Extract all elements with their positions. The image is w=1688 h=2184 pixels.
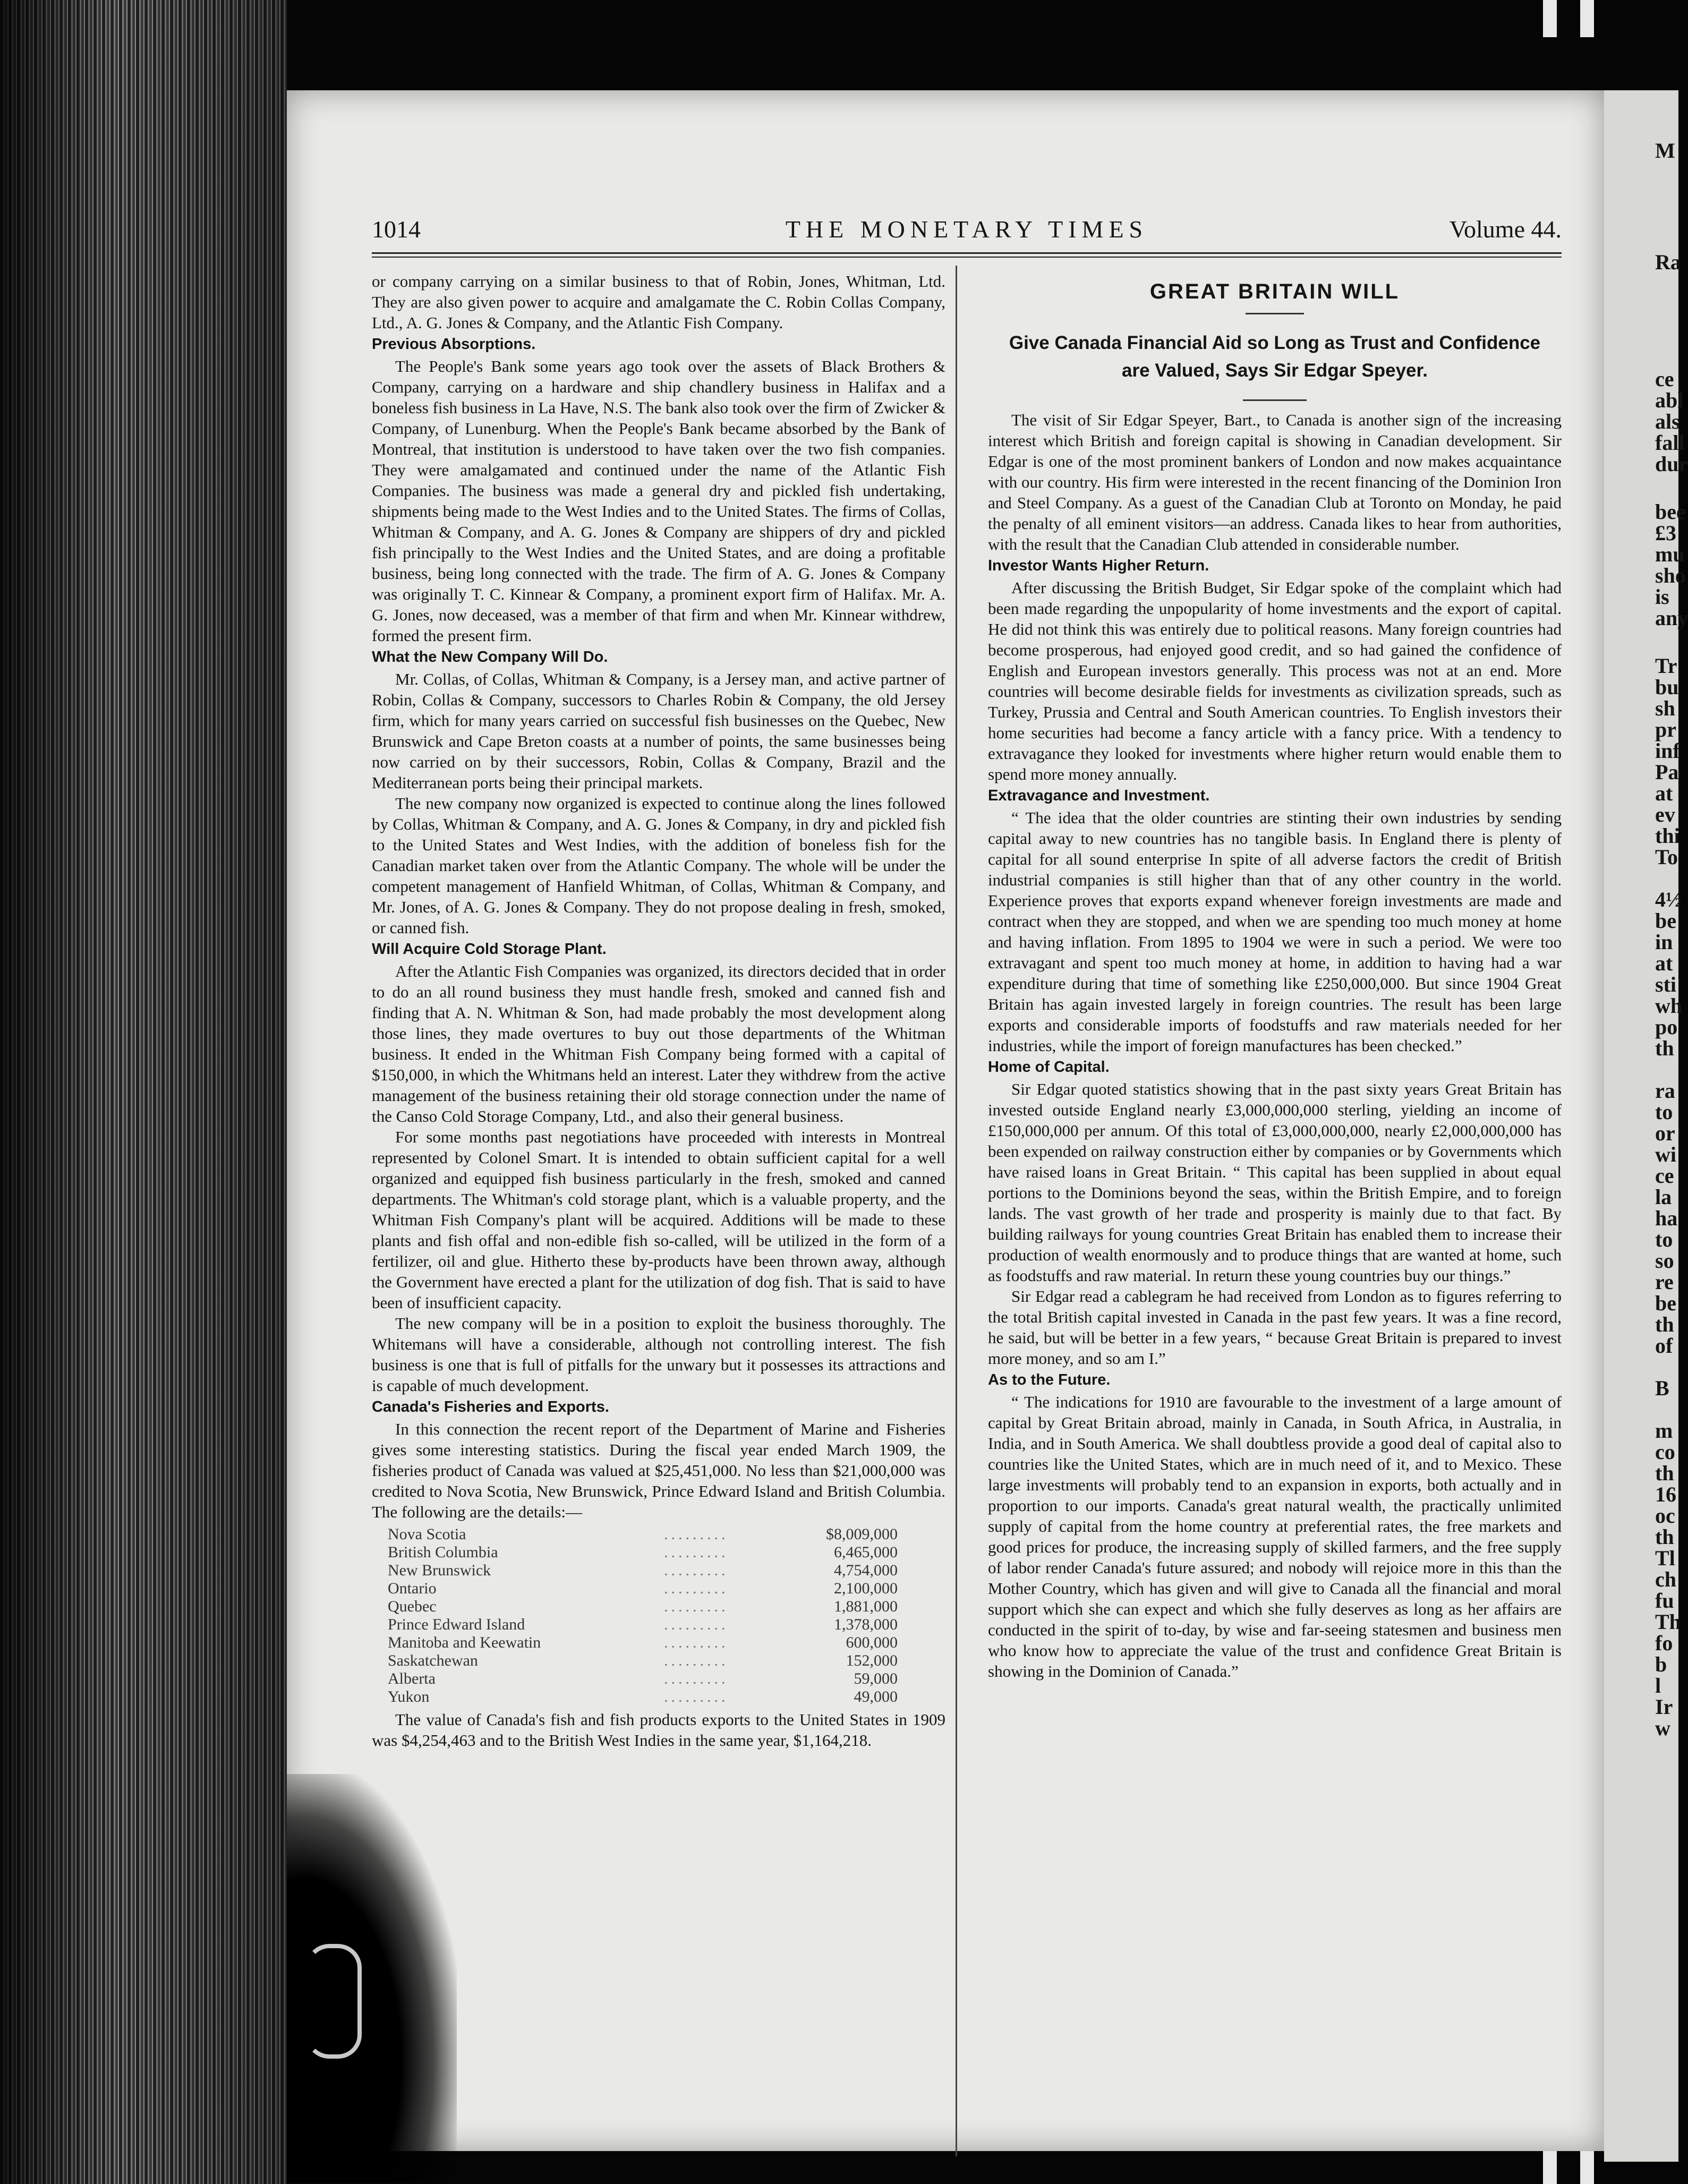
paragraph: For some months past negotiations have proceeded with interests in Montreal represented by Colonel Smart. It is intended to obtain sufficient capital for a well organized and equipped fish business particularly in the fresh, smoked and canned departments. The Whitman's cold storage plant, which is a valuable property, and the Whitman Fish Company's plant will be acquired. Additions will be made to these plants and fish offal and non-edible fish so-called, will be utilized in the form of a fertilizer, oil and glue. Hitherto these by-products have been thrown away, although the Government have erected a plant for the utilization of dog fish. That is said to have been of insufficient capacity. [372,1128,945,1312]
next-page-fragment: th [1655,1525,1674,1549]
next-page-fragment: of [1655,1334,1673,1358]
next-page-fragment: or [1655,1121,1675,1145]
title-rule [1246,313,1304,314]
next-page-fragment: Tr [1655,654,1677,678]
next-page-fragment: £3 [1655,521,1676,545]
next-page-fragment: M [1655,139,1675,163]
next-page-fragment: bu [1655,675,1679,699]
next-page-fragment: any [1655,606,1688,630]
masthead: THE MONETARY TIMES [785,216,1148,243]
subheading: Investor Wants Higher Return. [988,557,1209,574]
next-page-fragment: als [1655,410,1680,433]
leader-dots: ......... [664,1688,729,1705]
page-edge-shading [0,0,287,2184]
next-page-fragment: dur [1655,452,1688,476]
binding-mark [1543,2147,1557,2184]
next-page-fragment: in [1655,930,1673,954]
page-header [372,215,1562,247]
next-page-fragment: is [1655,585,1669,609]
next-page-fragment: at [1655,951,1673,975]
paragraph: After discussing the British Budget, Sir Edgar spoke of the complaint which had been made regarding the unpopularity of home investments and the export of capital. He did not think this was entirely due to political reasons. Many foreign countries had become prosperous, had enjoyed good credit, and so had gained the confidence of English and European investors generally. This process was not at an end. More countries will become desirable fields for investments as civilization spreads, such as Turkey, Prussia and Central and South American countries. To English investors their home securities had become a fancy article with a fancy price. With a tendency to extravagance they looked for investments where higher return would enable them to spend more money annually. [988,578,1562,783]
table-row [388,1543,898,1562]
next-page-fragment: Ir [1655,1695,1673,1719]
province-cell: Alberta [388,1670,436,1687]
volume-label: Volume 44. [1449,216,1562,243]
paragraph: or company carrying on a similar business to that of Robin, Jones, Whitman, Ltd. They are also given power to acquire and amalgamate the C. Robin Collas Company, Ltd., A. G. Jones & Company, and the Atlantic Fish Company. [372,272,945,332]
province-cell: Quebec [388,1598,437,1615]
leader-dots: ......... [664,1670,729,1687]
leader-dots: ......... [664,1580,729,1597]
table-row [388,1598,898,1616]
subheading: What the New Company Will Do. [372,649,608,666]
next-page-fragment: to [1655,1100,1673,1124]
next-page-fragment: fo [1655,1631,1673,1655]
next-page-fragment: be [1655,1291,1676,1315]
next-page-fragment: at [1655,781,1673,805]
next-page-fragment: thi [1655,824,1680,848]
next-page-fragment: B [1655,1376,1669,1400]
next-page-fragment: fu [1655,1589,1674,1613]
table-row [388,1670,898,1688]
paragraph: The new company now organized is expected to continue along the lines followed by Collas, Whitman & Company, and A. G. Jones & Company, in dry and pickled fish to the United States and West Indies, with the addition of boneless fish for the Canadian market taken over from the Atlantic Company. The whole will be under the competent management of Hanfield Whitman, of Collas, Whitman & Company, and Mr. Jones, of A. G. Jones & Company. They do not propose dealing in fresh, smoked, or canned fish. [372,794,945,937]
value-cell: 600,000 [846,1634,898,1651]
leader-dots: ......... [664,1543,729,1561]
next-page-fragment: th [1655,1312,1674,1336]
value-cell: $8,009,000 [826,1525,898,1543]
leader-dots: ......... [664,1562,729,1579]
next-page-fragment: To [1655,845,1678,869]
paragraph: The value of Canada's fish and fish products exports to the United States in 1909 was $4,254,463 and to the British West Indies in the same year, $1,164,218. [372,1710,945,1750]
fisheries-table [388,1525,898,1706]
table-row [388,1652,898,1670]
paragraph: Sir Edgar read a cablegram he had received from London as to figures referring to the total British capital invested in Canada in the past few years. It was a fine record, he said, but will be better in a few years, “ because Great Britain is prepared to invest more money, and so am I.” [988,1287,1562,1368]
right-column [988,271,1562,1682]
next-page-fragment: ce [1655,367,1674,391]
next-page-fragment: Pa [1655,760,1679,784]
next-page-fragment: 4½ [1655,888,1682,911]
value-cell: 6,465,000 [834,1543,898,1561]
next-page-fragment: to [1655,1227,1673,1251]
leader-dots: ......... [664,1598,729,1615]
paragraph: The new company will be in a position to exploit the business thoroughly. The Whitemans will have a considerable, although not controlling interest. The fish business is one that is full of pitfalls for the unwary but it possesses its attractions and is capable of much development. [372,1314,945,1395]
page-number: 1014 [372,216,421,243]
header-rule [372,252,1562,254]
subheading: Previous Absorptions. [372,336,536,353]
column-rule [956,266,957,2156]
leader-dots: ......... [664,1525,729,1543]
page-clip [305,1944,362,2059]
leader-dots: ......... [664,1616,729,1633]
province-cell: Prince Edward Island [388,1616,525,1633]
next-page-fragment: sho [1655,564,1686,587]
article-deck: Give Canada Financial Aid so Long as Trust and Confidence are Valued, Says Sir Edgar Speyer. [1009,332,1541,381]
next-page-fragment: l [1655,1674,1661,1697]
province-cell: Ontario [388,1580,437,1597]
paragraph: “ The indications for 1910 are favourable to the investment of a large amount of capital by Great Britain abroad, mainly in Canada, in South Africa, in Australia, in India, and in South America. We shall doubtless provide a good deal of capital also to countries like the United States, which are in much need of it, and to Mexico. These large investments will probably tend to an expansion in exports, both actually and in proportion to our imports. Canada's great natural wealth, the practically unlimited supply of capital from the home country at preferential rates, the free markets and good prices for produce, the increasing supply of skilled farmers, and the free supply of labor render Canada's future assured; and nobody will rejoice more in this than the Mother Country, which has given and will give to Canada all the financial and moral support which she can expect and which she fully deserves as long as her affairs are conducted in the spirit of to-day, by wise and far-seeing statesmen and business men who know how to appreciate the value of the trust and confidence Great Britain is showing in the Dominion of Canada.” [988,1393,1562,1680]
value-cell: 49,000 [854,1688,898,1705]
paragraph: In this connection the recent report of the Department of Marine and Fisheries gives some interesting statistics. During the fiscal year ended March 1909, the fisheries product of Canada was valued at $25,451,000. No less than $21,000,000 was credited to Nova Scotia, New Brunswick, Prince Edward Island and British Columbia. The following are the details:— [372,1420,945,1521]
province-cell: New Brunswick [388,1562,491,1579]
next-page-fragment: co [1655,1440,1675,1464]
leader-dots: ......... [664,1634,729,1651]
paragraph: Mr. Collas, of Collas, Whitman & Company, is a Jersey man, and active partner of Robin, Collas & Company, successors to Charles Robin & Company, the old Jersey firm, which for many years carried on successful fish businesses on the Quebec, New Brunswick and Cape Breton coasts at a number of points, the same businesses being now carried on by their successors, Robin, Collas & Company, Brazil and the Mediterranean ports being their principal markets. [372,670,945,792]
next-page-fragment: Th [1655,1610,1681,1634]
next-page-fragment: inf [1655,739,1680,763]
article-title: GREAT BRITAIN WILL [1149,280,1400,303]
next-page-fragment: ce [1655,1164,1674,1188]
next-page-fragment: th [1655,1036,1674,1060]
paragraph: The People's Bank some years ago took over the assets of Black Brothers & Company, carrying on a hardware and ship chandlery business in Halifax and a boneless fish business in La Have, N.S. The bank also took over the firm of Zwicker & Company, of Lunenburg. When the People's Bank became absorbed by the Bank of Montreal, that institution is understood to have taken over the two fish companies. They were amalgamated and continued under the name of the Atlantic Fish Companies. The business was made a general dry and pickled fish undertaking, shipments being made to the West Indies and to the United States. The firms of Collas, Whitman & Company, and A. G. Jones & Company are shippers of dry and pickled fish principally to the West Indies and the United States, and are doing a profitable business, being long connected with the trade. The firm of A. G. Jones & Company was originally T. C. Kinnear & Company, a prominent export firm of Halifax. Mr. A. G. Jones, now deceased, was a member of that firm and when Mr. Kinnear withdrew, formed the present firm. [372,357,945,645]
newspaper-page [287,90,1604,2151]
left-column [372,271,945,1751]
table-row [388,1688,898,1706]
next-page-fragment: th [1655,1461,1674,1485]
next-page-fragment: be [1655,909,1676,933]
next-page-strip [1604,90,1688,2162]
subheading: As to the Future. [988,1371,1111,1388]
value-cell: 152,000 [846,1652,898,1669]
value-cell: 4,754,000 [834,1562,898,1579]
next-page-fragment: bee [1655,500,1686,524]
binding-mark [1580,0,1594,37]
binding-mark [1580,2147,1594,2184]
next-page-fragment: sti [1655,972,1676,996]
next-page-fragment: ra [1655,1079,1675,1103]
next-page-fragment: mu [1655,542,1685,566]
paragraph: “ The idea that the older countries are stinting their own industries by sending capital away to new countries has no tangible basis. In England there is plenty of capital for all sound enterprise In spite of all adverse factors the credit of British industrial companies is still higher than that of any other country in the world. Experience proves that exports expand whenever foreign investments are made and contract when they are stopped, and when we are spending too much money at home and having inflation. From 1895 to 1904 we were in such a period. We were too extravagant and spent too much money at home, in addition to having had a war expenditure during that time of something like £250,000,000. But since 1904 Great Britain has again invested largely in foreign countries. The result has been large exports and considerable imports of foodstuffs and raw materials needed for her industries, while the import of foreign manufactures has been checked.” [988,808,1562,1055]
binding-mark [1543,0,1557,37]
next-page-fragment: fall [1655,431,1685,455]
paragraph: The visit of Sir Edgar Speyer, Bart., to Canada is another sign of the increasing interest which British and foreign capital is showing in Canadian development. Sir Edgar is one of the most prominent bankers of London and now makes acquaintance with our country. His firm were interested in the recent financing of the Dominion Iron and Steel Company. As a guest of the Canadian Club at Toronto on Monday, he paid the penalty of all eminent visitors—an address. Canada likes to hear from authorities, with the result that the Canadian Club attended in considerable number. [988,411,1562,553]
next-page-fragment: ev [1655,803,1675,826]
next-page-fragment: sh [1655,696,1675,720]
next-page-fragment: wh [1655,994,1683,1018]
next-page-fragment: po [1655,1015,1678,1039]
next-page-fragment: Ra [1655,250,1681,274]
next-page-fragment: 16 [1655,1482,1676,1506]
table-row [388,1580,898,1598]
subheading: Extravagance and Investment. [988,787,1210,804]
deck-rule [1243,399,1307,401]
table-row [388,1634,898,1652]
value-cell: 1,378,000 [834,1616,898,1633]
next-page-fragment: ha [1655,1206,1678,1230]
next-page-fragment: b [1655,1652,1667,1676]
province-cell: Saskatchewan [388,1652,478,1669]
next-page-fragment: Tl [1655,1546,1675,1570]
next-page-fragment: pr [1655,718,1676,741]
next-page-fragment: so [1655,1249,1674,1273]
table-row [388,1616,898,1634]
next-page-fragment: wi [1655,1142,1676,1166]
subheading: Canada's Fisheries and Exports. [372,1398,609,1415]
table-row [388,1525,898,1543]
next-page-fragment: re [1655,1270,1674,1294]
subheading: Home of Capital. [988,1059,1110,1076]
province-cell: Nova Scotia [388,1525,466,1543]
paragraph: Sir Edgar quoted statistics showing that in the past sixty years Great Britain has invested outside England nearly £3,000,000,000 sterling, yielding an income of £150,000,000 per annum. Of this total of £3,000,000,000, nearly £2,000,000,000 has been expended on railway construction either by companies or by Governments which have raised loans in Great Britain. “ This capital has been supplied in about equal portions to the Dominions beyond the seas, within the British Empire, and to foreign lands. The vast growth of her trade and prosperity is mainly due to that fact. By building railways for young countries Great Britain has enabled them to increase their production of wealth enormously and to produce things that are wanted at home, such as foodstuffs and raw material. In return these young countries buy our things.” [988,1080,1562,1285]
next-page-fragment: m [1655,1419,1673,1443]
value-cell: 2,100,000 [834,1580,898,1597]
value-cell: 59,000 [854,1670,898,1687]
next-page-fragment: ch [1655,1567,1676,1591]
subheading: Will Acquire Cold Storage Plant. [372,941,607,958]
next-page-fragment: oc [1655,1504,1675,1528]
next-page-fragment: w [1655,1716,1670,1740]
province-cell: Yukon [388,1688,430,1705]
province-cell: Manitoba and Keewatin [388,1634,541,1651]
leader-dots: ......... [664,1652,729,1669]
paragraph: After the Atlantic Fish Companies was organized, its directors decided that in order to do an all round business they must handle fresh, smoked and canned fish and finding that A. N. Whitman & Son, had made probably the most development along those lines, they made overtures to buy out those departments of the Whitman business. It ended in the Whitman Fish Company being formed with a capital of $150,000, in which the Whitmans held an interest. Later they withdrew from the active management of the business retaining their old storage connection under the name of the Canso Cold Storage Company, Ltd., and also their general business. [372,962,945,1125]
next-page-fragment: la [1655,1185,1672,1209]
header-rule-thin [372,257,1562,258]
value-cell: 1,881,000 [834,1598,898,1615]
province-cell: British Columbia [388,1543,498,1561]
next-page-fragment: abl [1655,388,1684,412]
table-row [388,1562,898,1580]
